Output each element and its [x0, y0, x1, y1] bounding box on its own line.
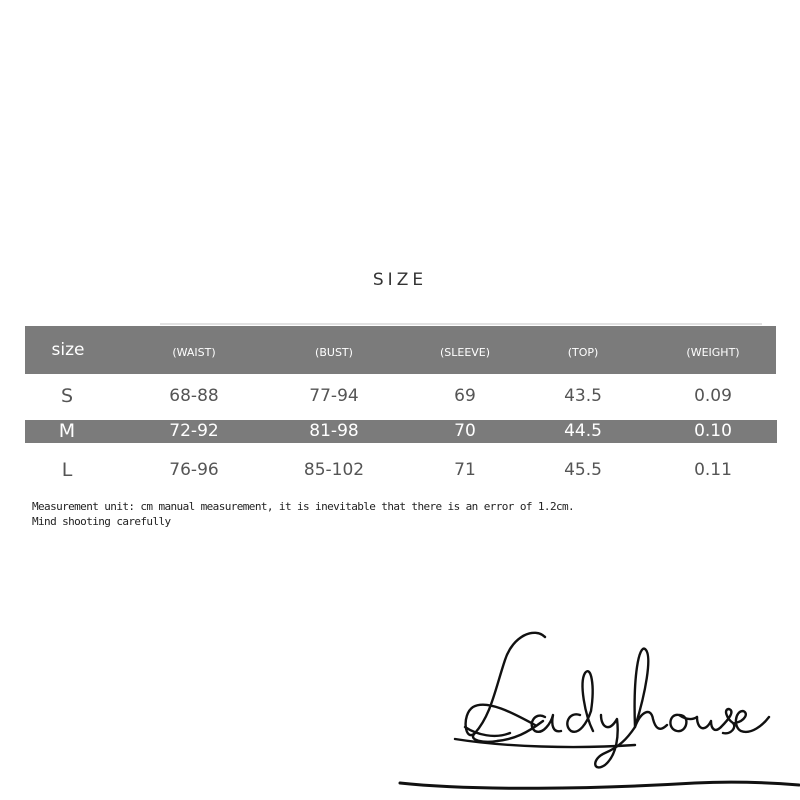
header-accent-line — [160, 323, 762, 325]
cell-weight: 0.11 — [694, 460, 732, 480]
table-row — [25, 459, 777, 482]
table-header — [25, 326, 776, 374]
measurement-note: Measurement unit: cm manual measurement, it is inevitable that there is an error of 1.2cm. — [32, 500, 575, 513]
cell-top: 44.5 — [564, 421, 602, 441]
header-waist: (WAIST) — [172, 346, 216, 359]
header-weight: (WEIGHT) — [686, 346, 740, 359]
cell-weight: 0.09 — [694, 386, 732, 406]
cell-sleeve: 71 — [454, 460, 476, 480]
cell-top: 45.5 — [564, 460, 602, 480]
cell-top: 43.5 — [564, 386, 602, 406]
cell-bust: 85-102 — [303, 460, 365, 480]
cell-size: L — [61, 459, 73, 481]
cell-waist: 76-96 — [169, 460, 219, 480]
cell-size: M — [58, 420, 76, 442]
cell-sleeve: 70 — [454, 421, 476, 441]
cell-bust: 81-98 — [309, 421, 359, 441]
cell-sleeve: 69 — [454, 386, 476, 406]
header-sleeve: (SLEEVE) — [439, 346, 491, 359]
shooting-note: Mind shooting carefully — [32, 515, 171, 528]
table-row — [25, 385, 777, 408]
size-chart-title: SIZE — [372, 270, 428, 290]
cell-waist: 72-92 — [169, 421, 219, 441]
ladyhouse-logo — [395, 615, 800, 800]
cell-waist: 68-88 — [169, 386, 219, 406]
header-bust: (BUST) — [315, 346, 353, 359]
cell-weight: 0.10 — [694, 421, 732, 441]
cell-size: S — [60, 385, 74, 407]
header-top: (TOP) — [567, 346, 599, 359]
cell-bust: 77-94 — [309, 386, 359, 406]
header-size: size — [51, 340, 85, 360]
table-row — [25, 420, 777, 443]
